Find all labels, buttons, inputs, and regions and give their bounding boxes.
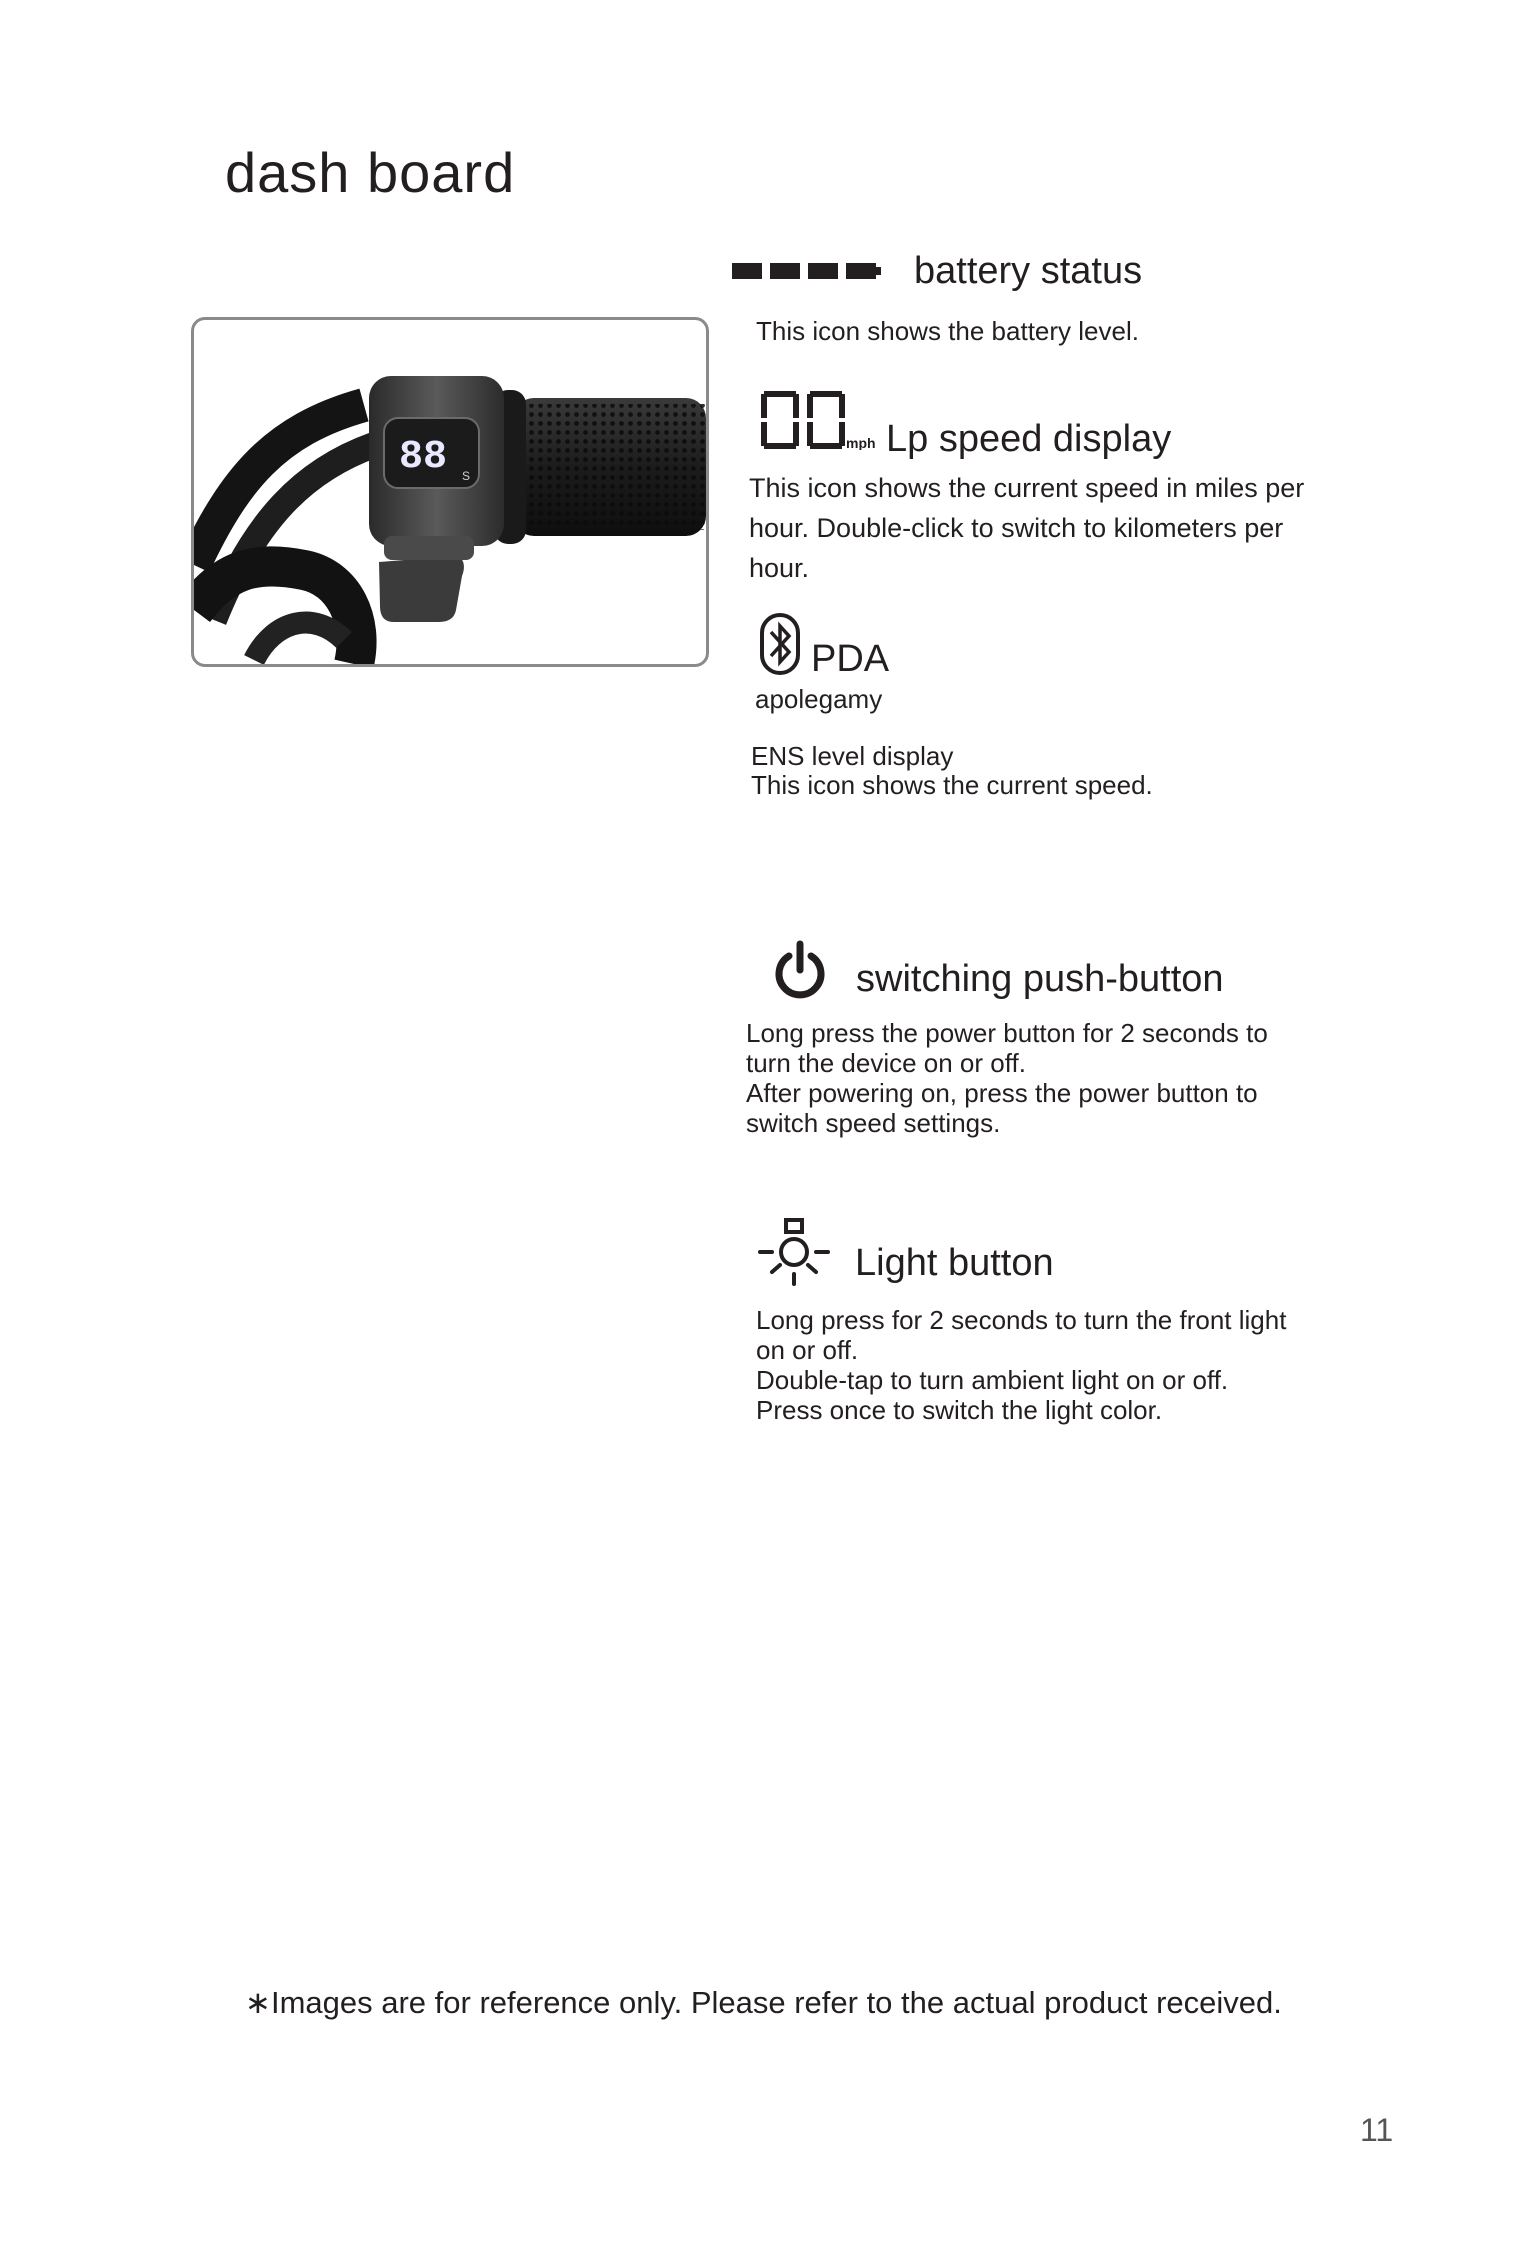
battery-text: This icon shows the battery level. <box>756 316 1139 346</box>
handlebar-photo <box>191 317 709 667</box>
speed-unit-label: mph <box>846 435 876 450</box>
photo-display-digits: 88 <box>399 435 448 480</box>
speed-heading: Lp speed display <box>886 418 1172 460</box>
power-text: Long press the power button for 2 seconds to turn the device on or off. After powering on, press the power button to switch speed settings. <box>746 1018 1268 1138</box>
ens-text: This icon shows the current speed. <box>751 770 1153 800</box>
bluetooth-icon <box>759 612 801 676</box>
speed-text: This icon shows the current speed in miles per hour. Double-click to switch to kilometers per hour. <box>749 473 1305 583</box>
pda-heading: PDA <box>811 638 890 680</box>
battery-heading: battery status <box>914 250 1143 292</box>
page-title: dash board <box>225 141 516 204</box>
speed-digits-icon <box>758 390 876 450</box>
light-heading: Light button <box>855 1242 1054 1284</box>
page-number: 11 <box>1360 2112 1394 2148</box>
power-icon <box>772 940 828 1000</box>
ens-heading: ENS level display <box>751 741 954 771</box>
pda-text: apolegamy <box>755 684 883 714</box>
svg-text:S: S <box>462 469 471 483</box>
light-text: Long press for 2 seconds to turn the front light on or off. Double-tap to turn ambient light on or off. Press once to switch the light color. <box>756 1305 1287 1425</box>
footer-note: ∗Images are for reference only. Please refer to the actual product received. <box>245 1985 1282 2020</box>
handlebar-throttle-display-photo <box>194 320 706 664</box>
power-heading: switching push-button <box>856 958 1224 1000</box>
battery-level-icon <box>732 258 882 284</box>
light-bulb-icon <box>756 1216 832 1288</box>
